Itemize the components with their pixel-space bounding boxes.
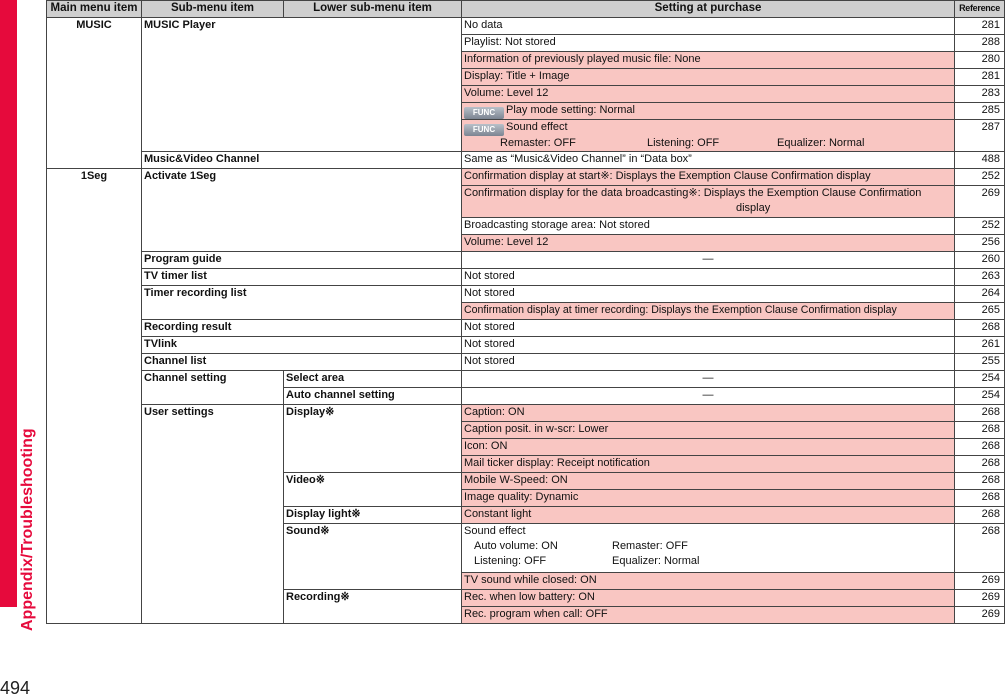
sub-item-tvlink: TVlink bbox=[142, 337, 462, 354]
section-color-bar bbox=[0, 0, 17, 607]
main-item-1seg: 1Seg bbox=[47, 169, 142, 624]
reference-cell: 263 bbox=[955, 269, 1005, 286]
sub-item-recording-result: Recording result bbox=[142, 320, 462, 337]
setting-cell: Broadcasting storage area: Not stored bbox=[462, 218, 955, 235]
reference-cell: 287 bbox=[955, 120, 1005, 152]
table-row bbox=[47, 320, 1005, 337]
reference-cell: 252 bbox=[955, 169, 1005, 186]
setting-cell: Rec. program when call: OFF bbox=[462, 607, 955, 624]
setting-cell: Not stored bbox=[462, 269, 955, 286]
table-row bbox=[47, 18, 1005, 35]
reference-cell: 268 bbox=[955, 422, 1005, 439]
reference-cell: 281 bbox=[955, 69, 1005, 86]
table-row bbox=[47, 169, 1005, 186]
reference-cell: 285 bbox=[955, 103, 1005, 120]
sub-item-tv-timer-list: TV timer list bbox=[142, 269, 462, 286]
setting-cell: No data bbox=[462, 18, 955, 35]
reference-cell: 261 bbox=[955, 337, 1005, 354]
setting-cell bbox=[462, 186, 955, 218]
reference-cell: 252 bbox=[955, 218, 1005, 235]
func-key-icon: FUNC bbox=[464, 107, 504, 119]
reference-cell: 268 bbox=[955, 456, 1005, 473]
setting-cell: Mail ticker display: Receipt notification bbox=[462, 456, 955, 473]
setting-cell: — bbox=[462, 388, 955, 405]
setting-cell: — bbox=[462, 371, 955, 388]
lower-item-recording: Recording※ bbox=[284, 590, 462, 624]
setting-text: Remaster: OFF bbox=[500, 137, 576, 149]
sub-item-channel-list: Channel list bbox=[142, 354, 462, 371]
setting-cell: Image quality: Dynamic bbox=[462, 490, 955, 507]
reference-cell: 254 bbox=[955, 371, 1005, 388]
reference-cell: 488 bbox=[955, 152, 1005, 169]
reference-cell: 269 bbox=[955, 573, 1005, 590]
setting-cell: Not stored bbox=[462, 320, 955, 337]
sub-item-activate-1seg: Activate 1Seg bbox=[142, 169, 462, 252]
setting-text: Equalizer: Normal bbox=[612, 555, 700, 567]
setting-cell: Icon: ON bbox=[462, 439, 955, 456]
lower-item-select-area: Select area bbox=[284, 371, 462, 388]
reference-cell: 268 bbox=[955, 439, 1005, 456]
reference-cell: 269 bbox=[955, 607, 1005, 624]
setting-cell: Playlist: Not stored bbox=[462, 35, 955, 52]
reference-cell: 268 bbox=[955, 405, 1005, 422]
header-lower: Lower sub-menu item bbox=[284, 1, 462, 18]
setting-cell bbox=[462, 120, 955, 152]
lower-item-display: Display※ bbox=[284, 405, 462, 473]
setting-cell: Volume: Level 12 bbox=[462, 86, 955, 103]
reference-cell: 269 bbox=[955, 590, 1005, 607]
setting-text: Equalizer: Normal bbox=[777, 137, 865, 149]
sub-item-music-player: MUSIC Player bbox=[142, 18, 462, 152]
sub-item-music-video-channel: Music&Video Channel bbox=[142, 152, 462, 169]
lower-item-video: Video※ bbox=[284, 473, 462, 507]
reference-cell: 268 bbox=[955, 473, 1005, 490]
setting-cell: Display: Title + Image bbox=[462, 69, 955, 86]
func-key-icon: FUNC bbox=[464, 124, 504, 136]
reference-cell: 268 bbox=[955, 507, 1005, 524]
reference-cell: 254 bbox=[955, 388, 1005, 405]
setting-cell: Confirmation display at timer recording: Displays the Exemption Clause Confirmation display bbox=[462, 303, 955, 320]
page-number: 494 bbox=[0, 678, 31, 698]
reference-cell: 255 bbox=[955, 354, 1005, 371]
reference-cell: 269 bbox=[955, 186, 1005, 218]
sub-item-channel-setting: Channel setting bbox=[142, 371, 284, 405]
sub-item-user-settings: User settings bbox=[142, 405, 284, 624]
setting-cell: Not stored bbox=[462, 337, 955, 354]
table-row bbox=[47, 337, 1005, 354]
setting-cell: TV sound while closed: ON bbox=[462, 573, 955, 590]
table-row bbox=[47, 152, 1005, 169]
table-row bbox=[47, 371, 1005, 388]
setting-cell: Same as “Music&Video Channel” in “Data box” bbox=[462, 152, 955, 169]
setting-cell: Volume: Level 12 bbox=[462, 235, 955, 252]
setting-text: display bbox=[736, 202, 771, 214]
setting-text: Auto volume: ON bbox=[474, 540, 558, 552]
header-main: Main menu item bbox=[47, 1, 142, 18]
reference-cell: 268 bbox=[955, 320, 1005, 337]
table-row bbox=[47, 405, 1005, 422]
header-reference: Reference bbox=[955, 1, 1005, 18]
sub-item-timer-recording-list: Timer recording list bbox=[142, 286, 462, 320]
reference-cell: 281 bbox=[955, 18, 1005, 35]
setting-text: Listening: OFF bbox=[647, 137, 720, 149]
setting-text: Listening: OFF bbox=[474, 555, 547, 567]
setting-cell: Confirmation display at start※: Displays the Exemption Clause Confirmation display bbox=[462, 169, 955, 186]
settings-table bbox=[46, 0, 1005, 624]
table-row bbox=[47, 269, 1005, 286]
reference-cell: 288 bbox=[955, 35, 1005, 52]
setting-cell: Rec. when low battery: ON bbox=[462, 590, 955, 607]
reference-cell: 268 bbox=[955, 490, 1005, 507]
setting-cell: Constant light bbox=[462, 507, 955, 524]
setting-cell: Not stored bbox=[462, 286, 955, 303]
reference-cell: 268 bbox=[955, 524, 1005, 573]
lower-item-auto-channel-setting: Auto channel setting bbox=[284, 388, 462, 405]
setting-text: Sound effect bbox=[506, 121, 568, 133]
main-item-music: MUSIC bbox=[47, 18, 142, 169]
reference-cell: 265 bbox=[955, 303, 1005, 320]
setting-text: Sound effect bbox=[464, 525, 526, 537]
setting-cell: Caption posit. in w-scr: Lower bbox=[462, 422, 955, 439]
setting-cell: Caption: ON bbox=[462, 405, 955, 422]
setting-cell bbox=[462, 103, 955, 120]
reference-cell: 260 bbox=[955, 252, 1005, 269]
lower-item-display-light: Display light※ bbox=[284, 507, 462, 524]
sub-item-program-guide: Program guide bbox=[142, 252, 462, 269]
setting-cell: Not stored bbox=[462, 354, 955, 371]
header-setting: Setting at purchase bbox=[462, 1, 955, 18]
reference-cell: 280 bbox=[955, 52, 1005, 69]
setting-cell: Information of previously played music file: None bbox=[462, 52, 955, 69]
header-sub: Sub-menu item bbox=[142, 1, 284, 18]
setting-text: Remaster: OFF bbox=[612, 540, 688, 552]
table-row bbox=[47, 286, 1005, 303]
reference-cell: 264 bbox=[955, 286, 1005, 303]
setting-cell: — bbox=[462, 252, 955, 269]
table-row bbox=[47, 252, 1005, 269]
reference-cell: 283 bbox=[955, 86, 1005, 103]
reference-cell: 256 bbox=[955, 235, 1005, 252]
setting-cell bbox=[462, 524, 955, 573]
table-row bbox=[47, 354, 1005, 371]
setting-cell: Mobile W-Speed: ON bbox=[462, 473, 955, 490]
table-header bbox=[47, 1, 1005, 18]
setting-text: Confirmation display for the data broadcasting※: Displays the Exemption Clause Confirmation bbox=[464, 187, 922, 199]
setting-text: Play mode setting: Normal bbox=[506, 104, 635, 116]
lower-item-sound: Sound※ bbox=[284, 524, 462, 590]
